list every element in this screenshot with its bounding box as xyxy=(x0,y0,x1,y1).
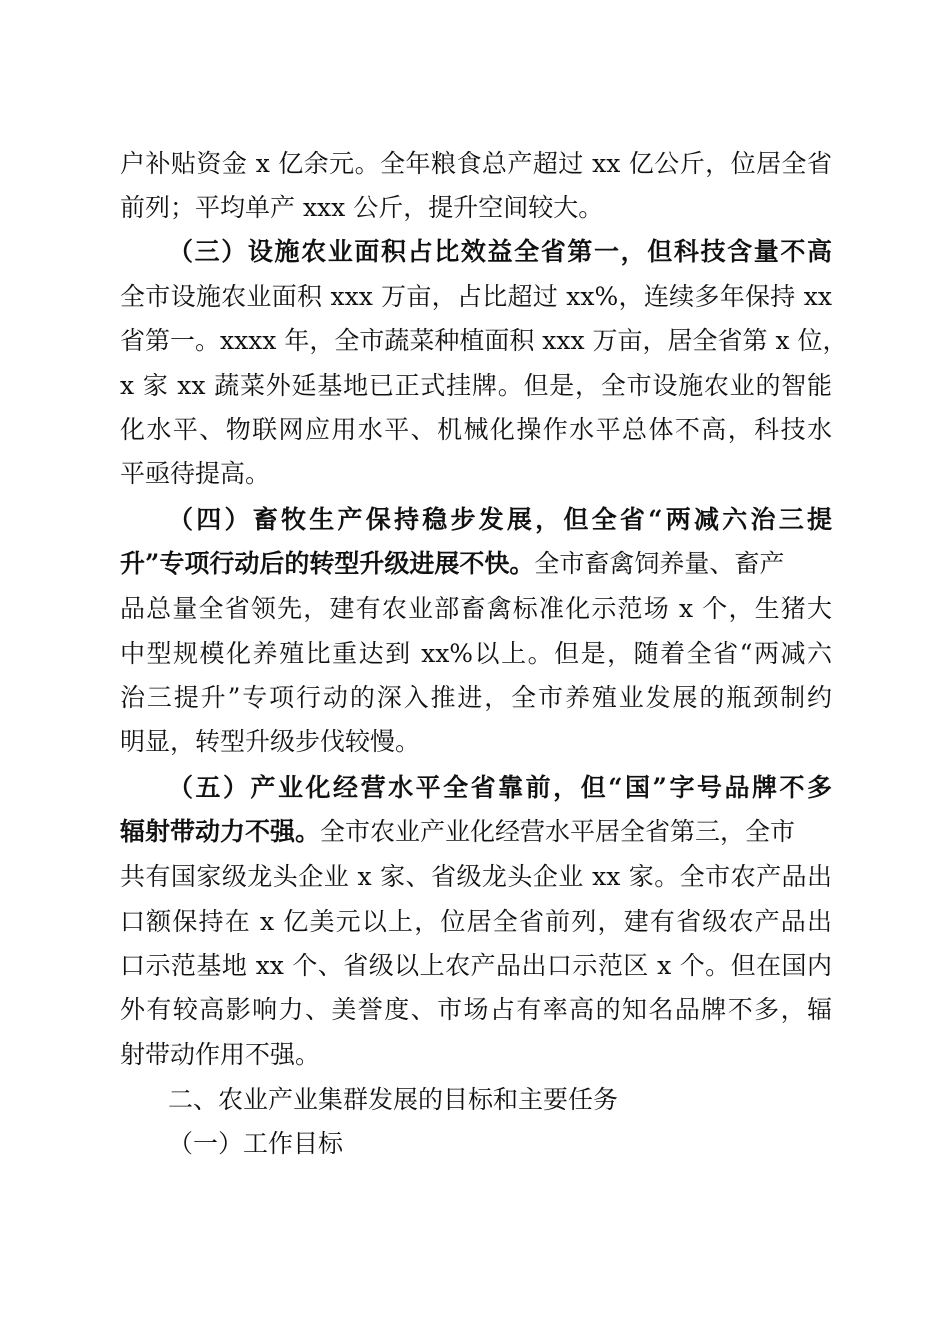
text-line: 省第一。xxxx 年，全市蔬菜种植面积 xxx 万亩，居全省第 x 位， xyxy=(120,326,848,355)
text-line: 前列；平均单产 xxx 公斤，提升空间较大。 xyxy=(120,193,604,222)
text-line: x 家 xx 蔬菜外延基地已正式挂牌。但是，全市设施农业的智能 xyxy=(120,371,832,400)
text-line: 共有国家级龙头企业 x 家、省级龙头企业 xx 家。全市农产品出 xyxy=(120,862,832,891)
text-line-mixed xyxy=(120,546,832,582)
text-line: 品总量全省领先，建有农业部畜禽标准化示范场 x 个，生猪大 xyxy=(120,594,832,623)
paragraph-title-end: 辐射带动力不强。 xyxy=(120,817,321,846)
text-line: 口额保持在 x 亿美元以上，位居全省前列，建有省级农产品出 xyxy=(120,907,832,936)
paragraph-title: （四）畜牧生产保持稳步发展，但全省“两减六治三提 xyxy=(168,505,832,534)
text-run: 全市农业产业化经营水平居全省第三，全市 xyxy=(320,817,796,846)
text-line: 外有较高影响力、美誉度、市场占有率高的知名品牌不多，辐 xyxy=(120,995,832,1024)
text-line-mixed xyxy=(120,814,832,850)
text-line: 射带动作用不强。 xyxy=(120,1040,321,1069)
section-heading: 二、农业产业集群发展的目标和主要任务 xyxy=(168,1085,619,1114)
text-line: 中型规模化养殖比重达到 xx%以上。但是，随着全省“两减六 xyxy=(120,639,832,668)
text-line: 平亟待提高。 xyxy=(120,459,271,488)
text-line: 全市设施农业面积 xxx 万亩，占比超过 xx%，连续多年保持 xx xyxy=(120,282,832,311)
text-line: 口示范基地 xx 个、省级以上农产品出口示范区 x 个。但在国内 xyxy=(120,951,832,980)
paragraph-title-end: 升”专项行动后的转型升级进展不快。 xyxy=(120,549,535,578)
text-line: 治三提升”专项行动的深入推进，全市养殖业发展的瓶颈制约 xyxy=(120,683,832,712)
text-line: 明显，转型升级步伐较慢。 xyxy=(120,727,421,756)
subsection-heading: （一）工作目标 xyxy=(168,1129,344,1158)
paragraph-title: （三）设施农业面积占比效益全省第一，但科技含量不高 xyxy=(168,237,832,266)
text-run: 全市畜禽饲养量、畜产 xyxy=(534,549,785,578)
paragraph-title: （五）产业化经营水平全省靠前，但“国”字号品牌不多 xyxy=(168,773,832,802)
text-line: 户补贴资金 x 亿余元。全年粮食总产超过 xx 亿公斤，位居全省 xyxy=(120,149,832,178)
text-line: 化水平、物联网应用水平、机械化操作水平总体不高，科技水 xyxy=(120,415,832,444)
